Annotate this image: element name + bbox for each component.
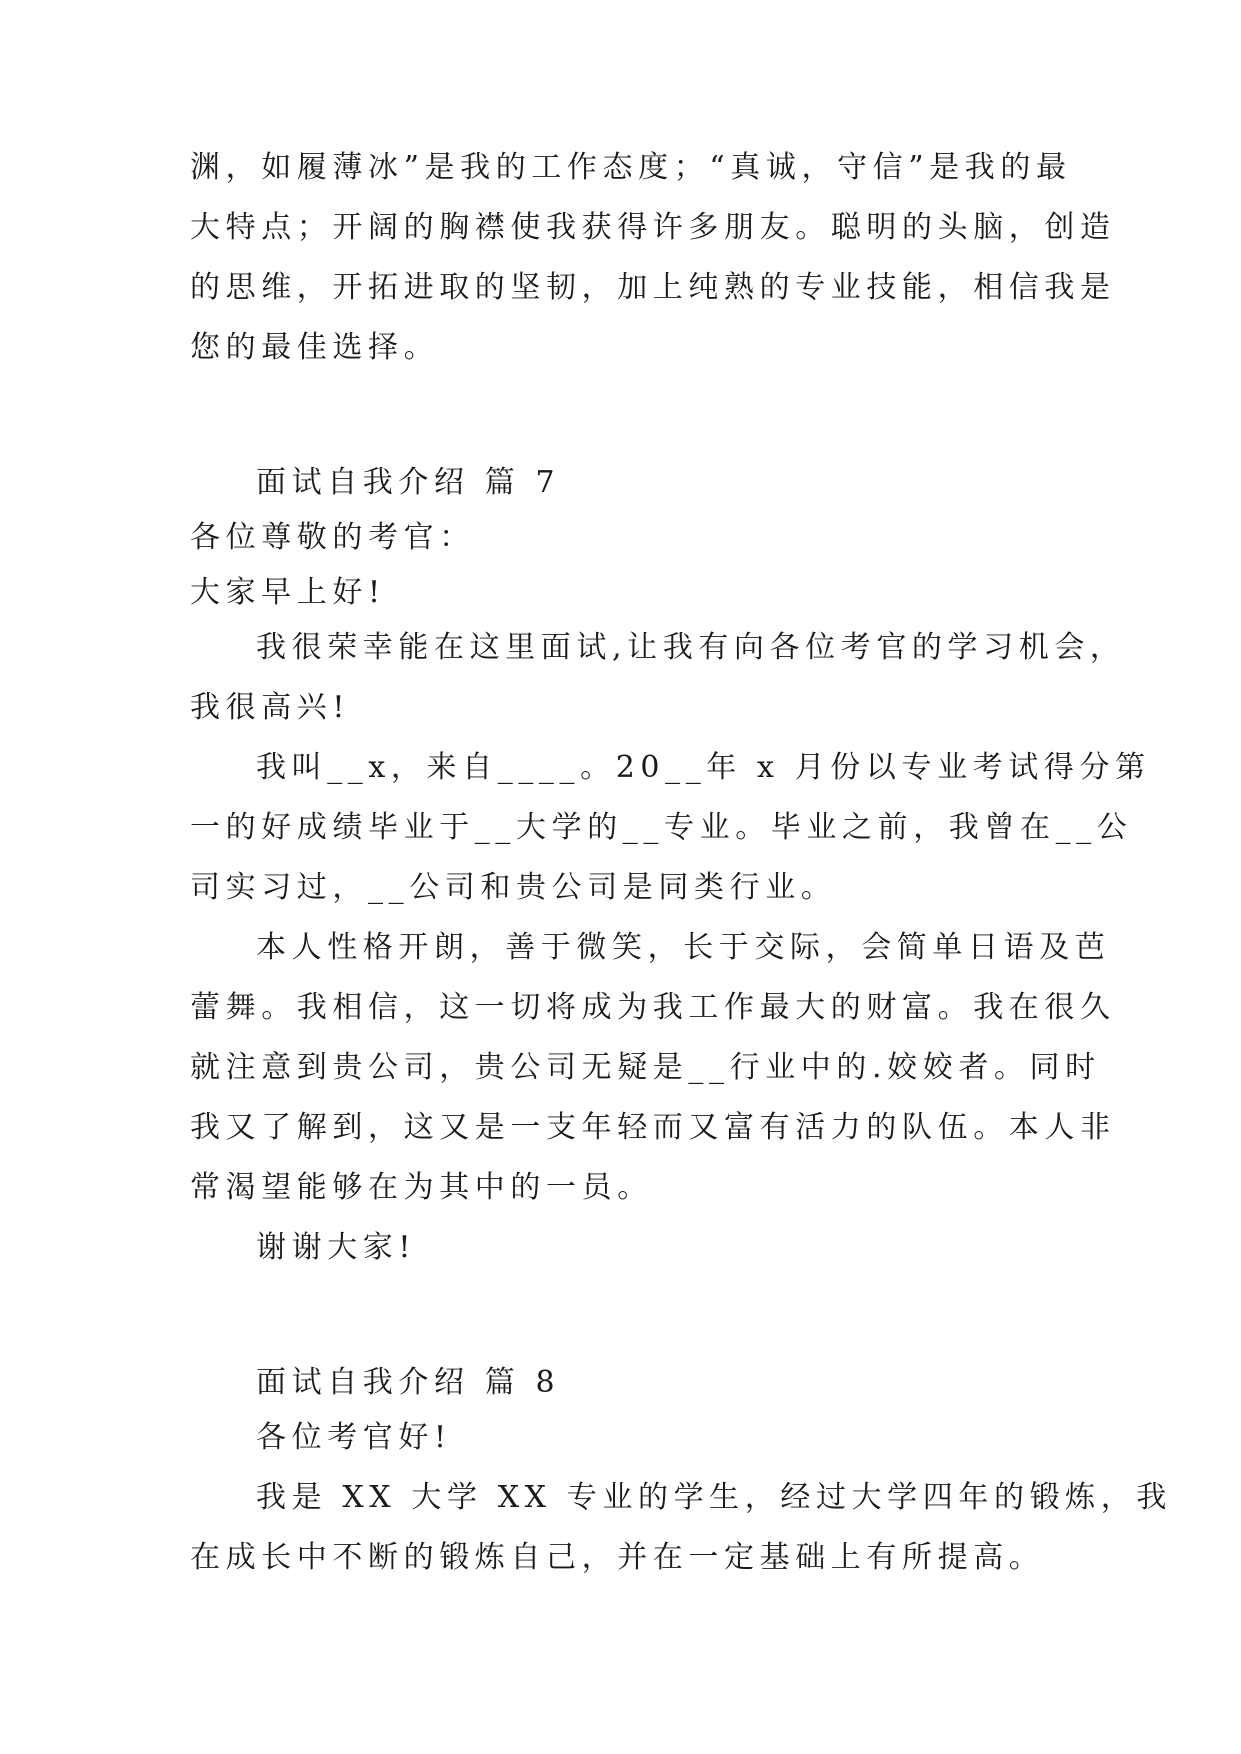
closing-line: 谢谢大家! bbox=[256, 1230, 417, 1265]
paragraph-line: 一的好成绩毕业于__大学的__专业。毕业之前，我曾在__公 bbox=[190, 810, 1133, 845]
greeting-line: 各位考官好! bbox=[256, 1420, 452, 1455]
paragraph-line: 我叫__x，来自____。20__年 x 月份以专业考试得分第 bbox=[256, 750, 1151, 785]
paragraph-line: 就注意到贵公司，贵公司无疑是__行业中的.姣姣者。同时 bbox=[190, 1050, 1101, 1085]
paragraph-line: 我又了解到，这又是一支年轻而又富有活力的队伍。本人非 bbox=[190, 1110, 1116, 1145]
section-heading-8: 面试自我介绍 篇 8 bbox=[256, 1365, 561, 1400]
paragraph-line: 司实习过，__公司和贵公司是同类行业。 bbox=[190, 870, 837, 905]
paragraph-line: 大特点；开阔的胸襟使我获得许多朋友。聪明的头脑，创造 bbox=[190, 210, 1116, 245]
paragraph-line: 的思维，开拓进取的坚韧，加上纯熟的专业技能，相信我是 bbox=[190, 270, 1116, 305]
paragraph-line: 本人性格开朗，善于微笑，长于交际，会简单日语及芭 bbox=[256, 930, 1111, 965]
section-heading-7: 面试自我介绍 篇 7 bbox=[256, 465, 561, 500]
paragraph-line: 常渴望能够在为其中的一员。 bbox=[190, 1170, 653, 1205]
paragraph-line: 我很高兴! bbox=[190, 690, 351, 725]
paragraph-line: 渊，如履薄冰”是我的工作态度；“真诚，守信”是我的最 bbox=[190, 150, 1072, 185]
paragraph-line: 我是 XX 大学 XX 专业的学生，经过大学四年的锻炼，我 bbox=[256, 1480, 1172, 1515]
paragraph-line: 蕾舞。我相信，这一切将成为我工作最大的财富。我在很久 bbox=[190, 990, 1116, 1025]
paragraph-line: 在成长中不断的锻炼自己，并在一定基础上有所提高。 bbox=[190, 1540, 1045, 1575]
greeting-line: 大家早上好! bbox=[190, 575, 386, 610]
paragraph-line: 我很荣幸能在这里面试,让我有向各位考官的学习机会， bbox=[256, 630, 1126, 665]
paragraph-line: 您的最佳选择。 bbox=[190, 330, 440, 365]
greeting-line: 各位尊敬的考官： bbox=[190, 520, 475, 555]
